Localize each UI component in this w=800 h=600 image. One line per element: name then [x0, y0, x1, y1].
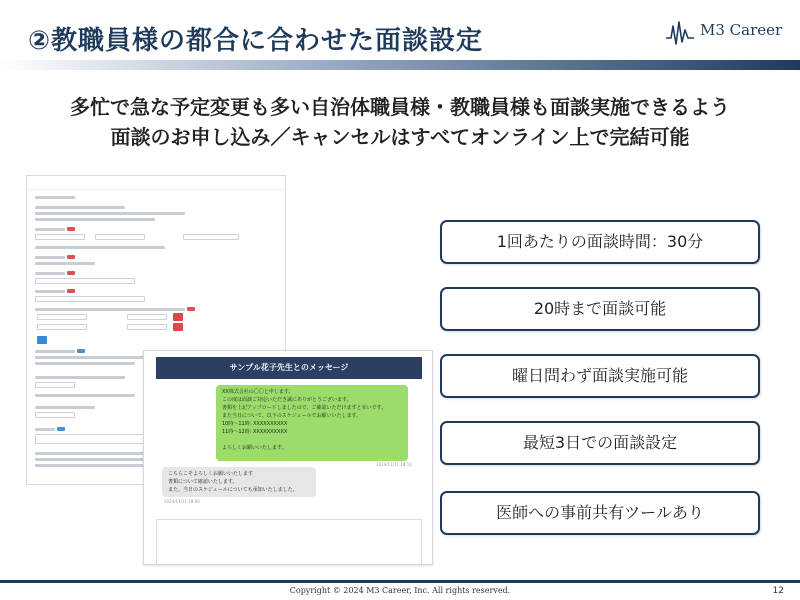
feature-interview-duration: 1回あたりの面談時間：30分 [440, 220, 760, 264]
subtitle-line-2: 面談のお申し込み／キャンセルはすべてオンライン上で完結可能 [110, 125, 690, 149]
chat-header: サンプル花子先生とのメッセージ [156, 357, 422, 379]
header-gradient-bar [0, 60, 800, 70]
feature-evening-availability: 20時まで面談可能 [440, 287, 760, 331]
form-nav-bar [27, 176, 285, 190]
copyright: Copyright © 2024 M3 Career, Inc. All rights reserved. [289, 586, 511, 595]
page-number: 12 [772, 586, 784, 596]
slide-title: ②教職員様の都合に合わせた面談設定 [28, 26, 484, 56]
reply-timestamp: 2024/11/11 18:00 [164, 499, 200, 504]
sent-message-bubble [216, 385, 408, 461]
logo-text: M3 Career [700, 21, 783, 39]
footer-divider [0, 580, 800, 583]
reply-line: また、当日のスケジュールについても承知いたしました。 [168, 487, 298, 493]
reply-message-bubble [162, 467, 316, 497]
sent-line: また当日について、以下のスケジュールでお願いいたします。 [222, 413, 362, 419]
reply-line: こちらこそよろしくお願いいたします [168, 471, 254, 477]
sent-timestamp: 2024/11/11 18:13 [376, 462, 412, 467]
slide-header [0, 0, 800, 74]
feature-sharing-tool: 医師への事前共有ツールあり [440, 491, 760, 535]
sent-line: XX株式会社の〇〇と申します。 [222, 389, 294, 395]
sent-line: よろしくお願いいたします。 [222, 445, 287, 451]
sent-line: 10時～11時: XXXXXXXXXX [222, 421, 288, 427]
sent-line: この度は面談ご対応いただき誠にありがとうございます。 [222, 397, 352, 403]
slide-subtitle [0, 92, 800, 152]
sent-line: 書類を上記アップロードしましたので、ご確認いただけますと幸いです。 [222, 405, 387, 411]
sent-line: 11時～12時: XXXXXXXXXX [222, 429, 288, 435]
sent-line [222, 436, 402, 444]
chat-screenshot [143, 350, 433, 565]
feature-shortest-setup: 最短3日での面談設定 [440, 421, 760, 465]
subtitle-line-1: 多忙で急な予定変更も多い自治体職員様・教職員様も面談実施できるよう [70, 95, 730, 119]
reply-line: 書類について確認いたします。 [168, 479, 238, 485]
chat-input-area [156, 519, 422, 565]
feature-any-weekday: 曜日問わず面談実施可能 [440, 354, 760, 398]
